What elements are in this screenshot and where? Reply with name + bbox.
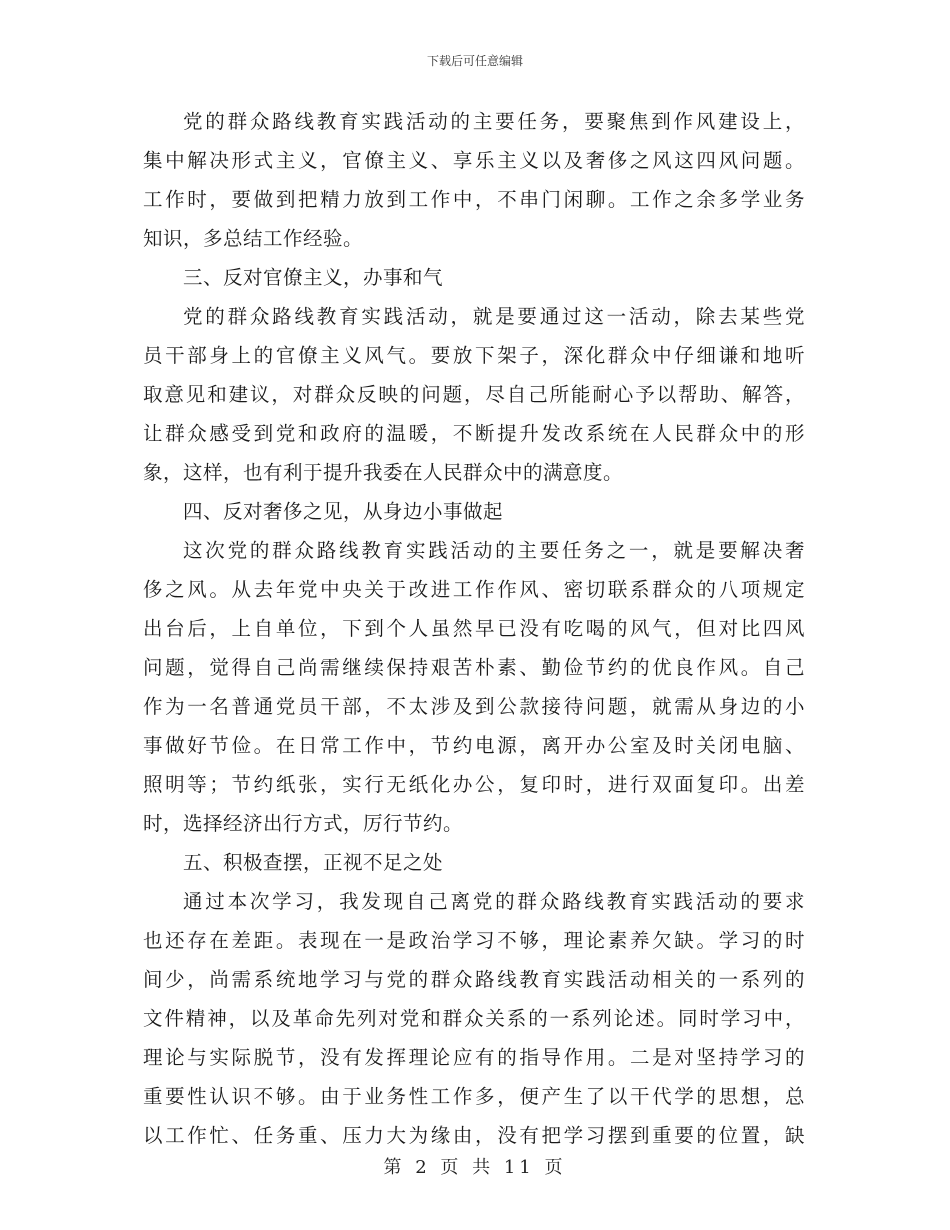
text-line: 间少，尚需系统地学习与党的群众路线教育实践活动相关的一系列的	[143, 968, 805, 991]
text-line: 让群众感受到党和政府的温暖，不断提升发改系统在人民群众中的形	[143, 422, 805, 445]
text-line: 时，选择经济出行方式，厉行节约。	[143, 812, 464, 835]
text-line: 这次党的群众路线教育实践活动的主要任务之一，就是要解决奢	[183, 539, 805, 562]
text-line: 员干部身上的官僚主义风气。要放下架子，深化群众中仔细谦和地听	[143, 344, 805, 367]
text-line: 作为一名普通党员干部，不太涉及到公款接待问题，就需从身边的小	[143, 695, 805, 718]
text-line: 侈之风。从去年党中央关于改进工作作风、密切联系群众的八项规定	[143, 578, 805, 601]
text-line: 通过本次学习，我发现自己离党的群众路线教育实践活动的要求	[183, 890, 805, 913]
text-line: 问题，觉得自己尚需继续保持艰苦朴素、勤俭节约的优良作风。自己	[143, 656, 805, 679]
text-line: 五、积极查摆，正视不足之处	[183, 851, 444, 874]
text-line: 理论与实际脱节，没有发挥理论应有的指导作用。二是对坚持学习的	[143, 1046, 805, 1069]
text-line: 文件精神，以及革命先列对党和群众关系的一系列论述。同时学习中，	[143, 1007, 805, 1030]
text-line: 三、反对官僚主义，办事和气	[183, 266, 444, 289]
text-line: 照明等；节约纸张，实行无纸化办公，复印时，进行双面复印。出差	[143, 773, 805, 796]
text-line: 象，这样，也有利于提升我委在人民群众中的满意度。	[143, 461, 624, 484]
text-line: 工作时，要做到把精力放到工作中，不串门闲聊。工作之余多学业务	[143, 188, 805, 211]
document-body	[143, 102, 805, 1155]
text-line: 取意见和建议，对群众反映的问题，尽自己所能耐心予以帮助、解答，	[143, 383, 805, 406]
text-line: 事做好节俭。在日常工作中，节约电源，离开办公室及时关闭电脑、	[143, 734, 805, 757]
text-line: 知识，多总结工作经验。	[143, 227, 364, 250]
text-line: 集中解决形式主义，官僚主义、享乐主义以及奢侈之风这四风问题。	[143, 149, 805, 172]
text-line: 出台后，上自单位，下到个人虽然早已没有吃喝的风气，但对比四风	[143, 617, 805, 640]
text-line: 以工作忙、任务重、压力大为缘由，没有把学习摆到重要的位置，缺	[143, 1124, 805, 1147]
page-header: 下载后可任意编辑	[426, 54, 523, 68]
text-line: 四、反对奢侈之见，从身边小事做起	[183, 500, 504, 523]
page-footer: 第 2 页 共 11 页	[383, 1157, 567, 1178]
text-line: 党的群众路线教育实践活动的主要任务，要聚焦到作风建设上，	[183, 110, 805, 133]
text-line: 党的群众路线教育实践活动，就是要通过这一活动，除去某些党	[183, 305, 805, 328]
text-line: 也还存在差距。表现在一是政治学习不够，理论素养欠缺。学习的时	[143, 929, 805, 952]
text-line: 重要性认识不够。由于业务性工作多，便产生了以干代学的思想，总	[143, 1085, 805, 1108]
